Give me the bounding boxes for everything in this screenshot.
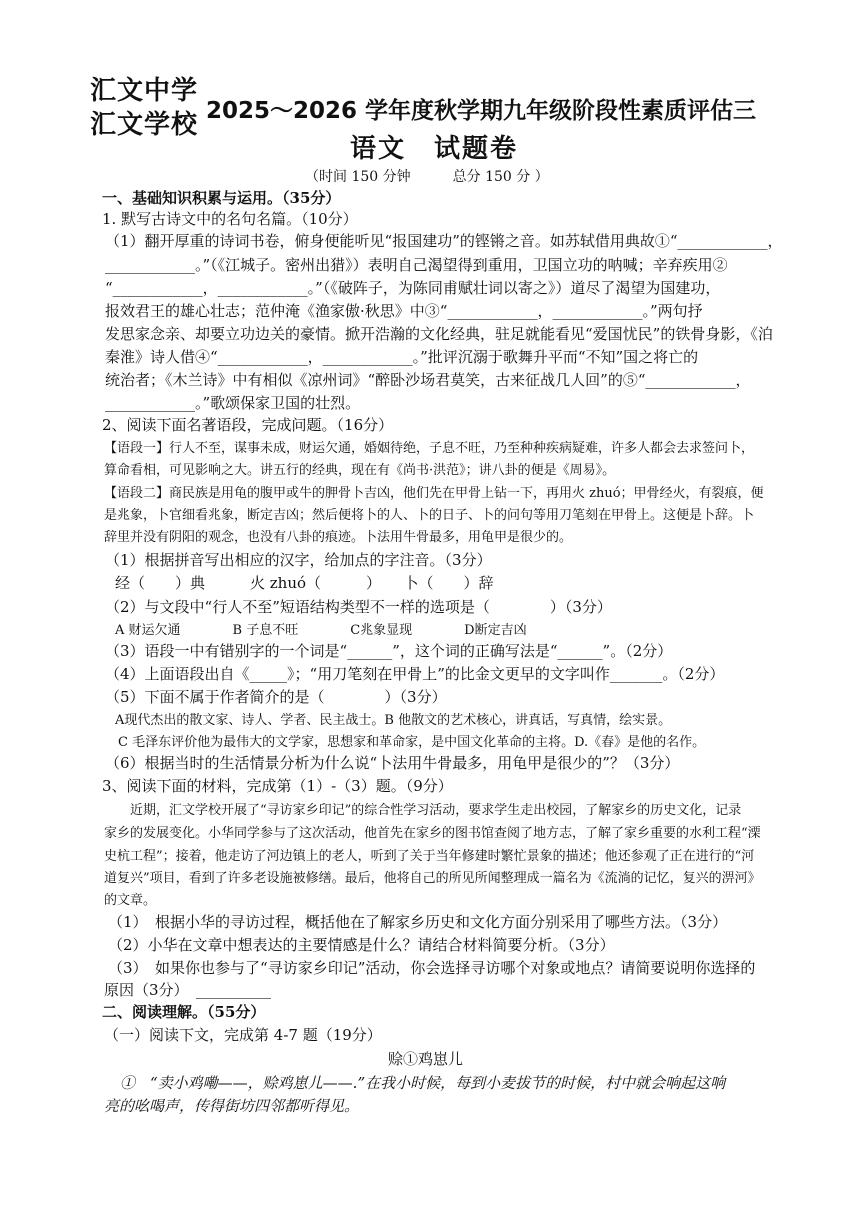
passage-line: 家乡的发展变化。小华同学参与了这次活动，他首先在家乡的图书馆查阅了地方志，了解了家乡重要的水利工程“溧 [104,826,761,841]
exam-title: 2025～2026 学年度秋学期九年级阶段性素质评估三 [206,98,757,124]
article-line: ① “卖小鸡嘞——，赊鸡崽儿——.”在我小时候，每到小麦拔节的时候，村中就会响起这响 [120,1074,726,1092]
passage-line: 算命看相，可见影响之大。讲五行的经典，现在有《尚书·洪范》；讲八卦的便是《周易》。 [104,463,616,478]
option-line: A现代杰出的散文家、诗人、学者、民主战士。B 他散文的艺术核心，讲真话，写真情，绘实景。 [115,713,672,728]
article-line: 亮的吆喝声，传得街坊四邻都听得见。 [104,1097,360,1115]
subject-title: 语文 试题卷 [350,134,519,164]
question-line: “____________，____________。”（《破阵子，为陈同甫赋壮词以寄之》）道尽了渴望为国建功， [105,279,721,297]
question-line: 经（ ）典 火 zhuó（ ） 卜（ ）辞 [115,574,494,592]
passage-line: 史杭工程”；接着，他走访了河边镇上的老人，听到了关于当年修建时繁忙景象的描述；他还参观了正在进行的“河 [104,849,755,864]
question-line: （3） 如果你也参与了“寻访家乡印记”活动，你会选择寻访哪个对象或地点？请简要说明你选择的 [108,959,756,977]
question-line: （5）下面不属于作者简介的是（ ）（3分） [105,688,447,706]
school-name-1: 汇文中学 [90,76,199,106]
passage-line: 的文章。 [104,893,157,908]
question-line: （2）与文段中“行人不至”短语结构类型不一样的选项是（ ）（3分） [105,598,612,616]
passage-line: 【语段二】商民族是用龟的腹甲或牛的胛骨卜吉凶，他们先在甲骨上钻一下，再用火 zhuó；甲骨经火，有裂痕，便 [104,486,764,501]
question-line: （2）小华在文章中想表达的主要情感是什么？请结合材料简要分析。（3分） [108,936,615,954]
passage-line: 是兆象，卜官细看兆象，断定吉凶；然后便将卜的人、卜的日子、卜的问句等用刀笔刻在甲骨上。这便是卜辞。卜 [104,508,755,523]
question-line: ____________。”歌颂保家卫国的壮烈。 [105,394,361,412]
question-line: 秦淮》诗人借④“____________，____________。”批评沉溺于歌舞升平而“不知”国之将亡的 [105,348,699,366]
question-line: 1. 默写古诗文中的名句名篇。（10分） [102,210,358,228]
exam-meta: （时间 150 分钟 总分 150 分 ） [305,169,549,185]
question-line: 统治者；《木兰诗》中有相似《凉州词》“醉卧沙场君莫笑，古来征战几人回”的⑤“____________， [105,371,751,389]
question-heading: 3、阅读下面的材料，完成第（1）-（3）题。（9分） [102,777,453,795]
section-heading: 一、基础知识积累与运用。（35分） [102,189,341,207]
article-title: 赊①鸡崽儿 [388,1050,464,1068]
school-name-2: 汇文学校 [90,110,199,140]
question-line: （1）根据拼音写出相应的汉字，给加点的字注音。（3分） [105,551,492,569]
option-line: A 财运欠通 B 子息不旺 C兆象显现 D断定吉凶 [115,623,527,638]
option-line: C 毛泽东评价他为最伟大的文学家，思想家和革命家，是中国文化革命的主将。D.《春》是他的名作。 [118,735,706,750]
question-line: （6）根据当时的生活情景分析为什么说“卜法用牛骨最多，用龟甲是很少的”？（3分） [105,754,680,772]
passage-line: 道复兴”项目，看到了许多老设施被修缮。最后，他将自己的所见所闻整理成一篇名为《流淌的记忆，复兴的淠河》 [104,871,761,886]
question-line: 报效君王的雄心壮志；范仲淹《渔家傲·秋思》中③“____________，____________。”两句抒 [105,302,703,320]
question-line: 原因（3分） __________ [104,981,272,999]
question-line: （3）语段一中有错别字的一个词是“______”，这个词的正确写法是“______”。（2分） [105,642,673,660]
question-line: ____________。”（《江城子。密州出猎》）表明自己渴望得到重用，卫国立功的呐喊；辛弃疾用② [105,256,728,274]
question-line: 发思家念亲、却要立功边关的豪情。掀开浩瀚的文化经典，驻足就能看见“爱国忧民”的铁骨身影，《泊 [105,325,773,343]
question-line: （1）翻开厚重的诗词书卷，俯身便能听见“报国建功”的铿锵之音。如苏轼借用典故①“____________， [105,232,783,250]
passage-line: 近期，汇文学校开展了“寻访家乡印记”的综合性学习活动，要求学生走出校园，了解家乡的历史文化，记录 [104,803,742,818]
section-heading: 二、阅读理解。（55分） [102,1003,266,1021]
question-line: （1） 根据小华的寻访过程，概括他在了解家乡历史和文化方面分别采用了哪些方法。（3分） [108,913,728,931]
question-heading: 2、阅读下面名著语段，完成问题。（16分） [102,416,394,434]
question-heading: （一）阅读下文，完成第 4-7 题（19分） [104,1026,382,1044]
question-line: （4）上面语段出自《_____》；“用刀笔刻在甲骨上”的比金文更早的文字叫作_______。（2分） [105,665,725,683]
passage-line: 辞里并没有阴阳的观念，也没有八卦的痕迹。卜法用牛骨最多，用龟甲是很少的。 [104,530,573,545]
passage-line: 【语段一】行人不至，谋事未成，财运欠通，婚姻待绝，子息不旺，乃至种种疾病疑难，许多人都会去求签问卜， [104,441,755,456]
